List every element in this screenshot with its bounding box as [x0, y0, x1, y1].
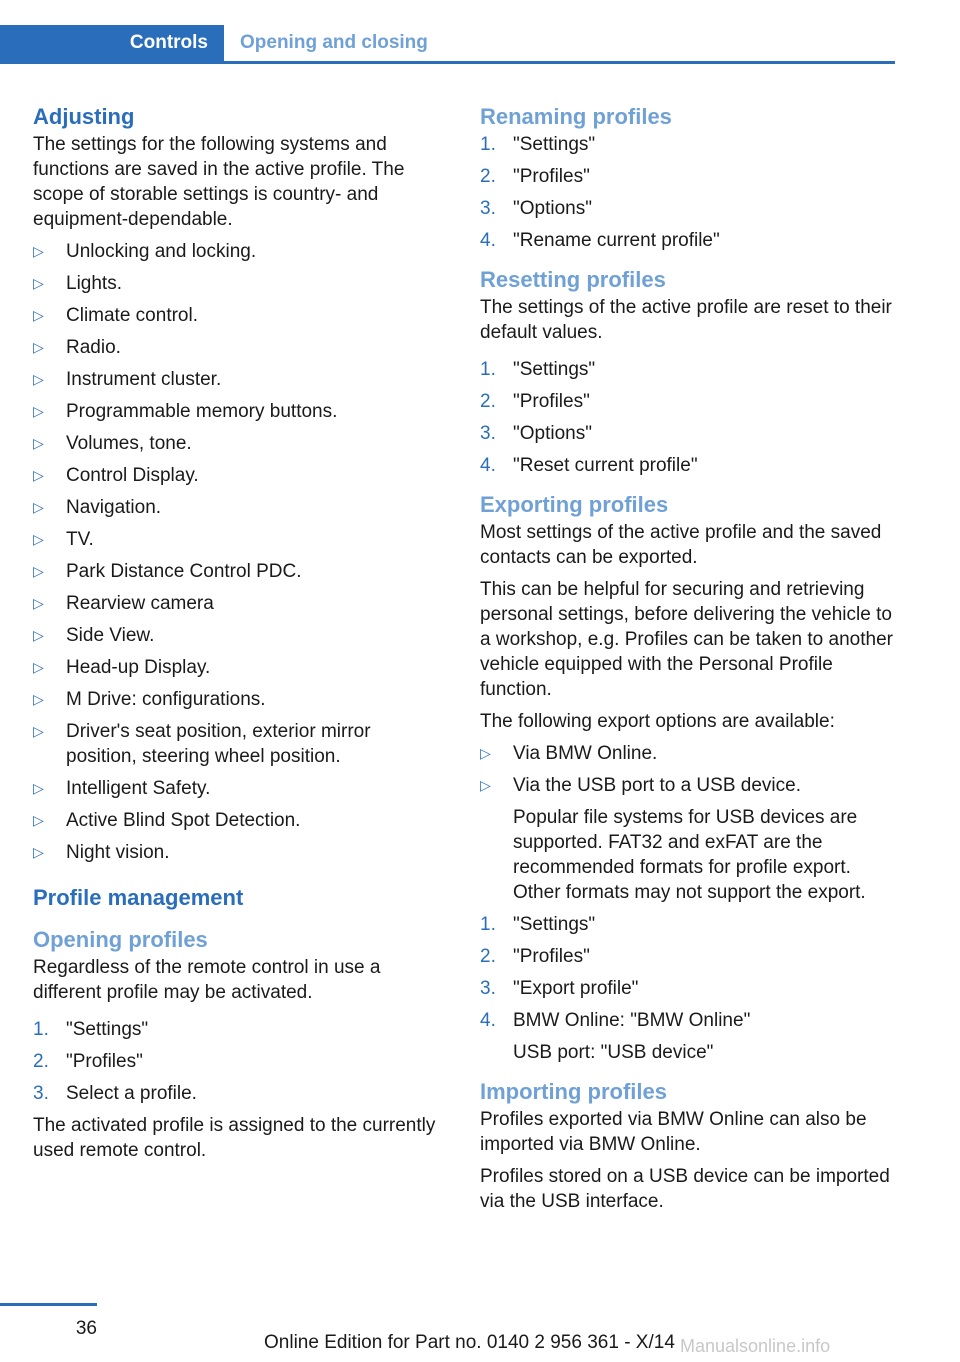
step-number: 4.: [480, 1010, 496, 1031]
export-usb-note: Popular file systems for USB devices are supported. FAT32 and exFAT are the recommended formats for profile export. Other formats may not support the export.: [513, 807, 866, 903]
opening-profiles-text: Regardless of the remote control in use a different profile may be activated.: [33, 957, 381, 1003]
page-header: [0, 25, 895, 64]
step-item: [480, 164, 895, 189]
edition-text: Online Edition for Part no. 0140 2 956 361 - X/14: [264, 1332, 675, 1353]
step-number: 3.: [480, 198, 496, 219]
step-item: [33, 1017, 443, 1042]
step-text: "Profiles": [513, 391, 590, 412]
resetting-profiles-heading: Resetting profiles: [480, 267, 666, 292]
exporting-text-3: The following export options are available:: [480, 711, 835, 732]
list-item: ▷ Navigation.: [33, 495, 443, 520]
renaming-steps: [480, 132, 895, 253]
list-item: ▷ Active Blind Spot Detection.: [33, 808, 443, 833]
step-text: Select a profile.: [66, 1083, 197, 1104]
step-text: "Settings": [513, 134, 596, 155]
list-item: ▷ M Drive: configurations.: [33, 687, 443, 712]
list-item: ▷ Radio.: [33, 335, 443, 360]
step-item: [480, 357, 895, 382]
importing-text-1: Profiles exported via BMW Online can also be imported via BMW Online.: [480, 1109, 867, 1155]
list-item: [480, 773, 895, 798]
left-column: [33, 102, 443, 1170]
list-item: ▷ Side View.: [33, 623, 443, 648]
step-item: [480, 228, 895, 253]
list-item: ▷ TV.: [33, 527, 443, 552]
step-text: "Settings": [66, 1019, 149, 1040]
adjusting-text: The settings for the following systems and functions are saved in the active profile. The scope of storable settings is country- and equipment-dependable.: [33, 134, 405, 230]
step-text: BMW Online: "BMW Online": [513, 1010, 751, 1031]
list-item: ▷ Lights.: [33, 271, 443, 296]
step-item: [480, 912, 895, 937]
step-number: 1.: [480, 914, 496, 935]
step-number: 1.: [480, 134, 496, 155]
list-item: ▷ Instrument cluster.: [33, 367, 443, 392]
importing-profiles-heading: Importing profiles: [480, 1079, 667, 1104]
export-step4-extra: USB port: "USB device": [513, 1042, 714, 1063]
step-item: [33, 1049, 443, 1074]
list-item: ▷ Intelligent Safety.: [33, 776, 443, 801]
step-item: [480, 944, 895, 969]
opening-steps: [33, 1017, 443, 1106]
export-options-list: [480, 741, 895, 798]
page-number: 36: [75, 1318, 97, 1339]
step-item: [480, 421, 895, 446]
right-column: [480, 102, 895, 1221]
step-number: 3.: [33, 1083, 49, 1104]
tab-controls[interactable]: Controls: [0, 25, 224, 61]
list-item: ▷ Driver's seat position, exterior mirror position, steering wheel position.: [33, 719, 443, 769]
step-text: "Profiles": [513, 946, 590, 967]
list-item: ▷ Via BMW Online.: [480, 741, 895, 766]
step-text: "Settings": [513, 359, 596, 380]
step-item: [480, 132, 895, 157]
step-text: "Profiles": [513, 166, 590, 187]
step-number: 1.: [33, 1019, 49, 1040]
step-number: 1.: [480, 359, 496, 380]
list-item: ▷ Climate control.: [33, 303, 443, 328]
resetting-steps: [480, 357, 895, 478]
step-text: "Reset current profile": [513, 455, 698, 476]
exporting-text-2: This can be helpful for securing and retrieving personal settings, before delivering the vehicle to a workshop, e.g. Profiles can be taken to another vehicle equipped with the Personal Profile function.: [480, 579, 893, 700]
opening-profiles-heading: Opening profiles: [33, 927, 208, 952]
list-item: ▷ Park Distance Control PDC.: [33, 559, 443, 584]
opening-after-text: The activated profile is assigned to the currently used remote control.: [33, 1115, 436, 1161]
renaming-profiles-heading: Renaming profiles: [480, 104, 672, 129]
step-number: 2.: [480, 946, 496, 967]
importing-text-2: Profiles stored on a USB device can be imported via the USB interface.: [480, 1166, 890, 1212]
step-text: "Settings": [513, 914, 596, 935]
profile-management-heading: Profile management: [33, 885, 244, 910]
step-text: "Options": [513, 423, 592, 444]
step-text: "Rename current profile": [513, 230, 720, 251]
list-item: ▷ Head-up Display.: [33, 655, 443, 680]
exporting-text-1: Most settings of the active profile and the saved contacts can be exported.: [480, 522, 882, 568]
step-number: 4.: [480, 230, 496, 251]
step-number: 3.: [480, 978, 496, 999]
step-number: 2.: [480, 391, 496, 412]
step-item: [480, 196, 895, 221]
exporting-steps: [480, 912, 895, 1033]
list-item: ▷ Unlocking and locking.: [33, 239, 443, 264]
step-item: [480, 976, 895, 1001]
tab-opening-and-closing[interactable]: Opening and closing: [240, 32, 428, 53]
step-number: 2.: [33, 1051, 49, 1072]
list-item: ▷ Control Display.: [33, 463, 443, 488]
list-item: ▷ Programmable memory buttons.: [33, 399, 443, 424]
list-item-text: Via the USB port to a USB device.: [513, 775, 801, 796]
step-number: 4.: [480, 455, 496, 476]
list-item: ▷ Rearview camera: [33, 591, 443, 616]
footer-divider: [0, 1303, 97, 1306]
step-item: [480, 389, 895, 414]
step-number: 2.: [480, 166, 496, 187]
settings-list: [33, 239, 443, 865]
step-text: "Profiles": [66, 1051, 143, 1072]
step-item: [480, 453, 895, 478]
list-item: ▷ Night vision.: [33, 840, 443, 865]
step-text: "Export profile": [513, 978, 639, 999]
step-item: [33, 1081, 443, 1106]
adjusting-heading: Adjusting: [33, 104, 135, 129]
list-item: ▷ Volumes, tone.: [33, 431, 443, 456]
watermark: Manualsonline.info: [680, 1336, 831, 1356]
step-number: 3.: [480, 423, 496, 444]
step-text: "Options": [513, 198, 592, 219]
exporting-profiles-heading: Exporting profiles: [480, 492, 669, 517]
step-item: [480, 1008, 895, 1033]
resetting-text: The settings of the active profile are reset to their default values.: [480, 297, 892, 343]
